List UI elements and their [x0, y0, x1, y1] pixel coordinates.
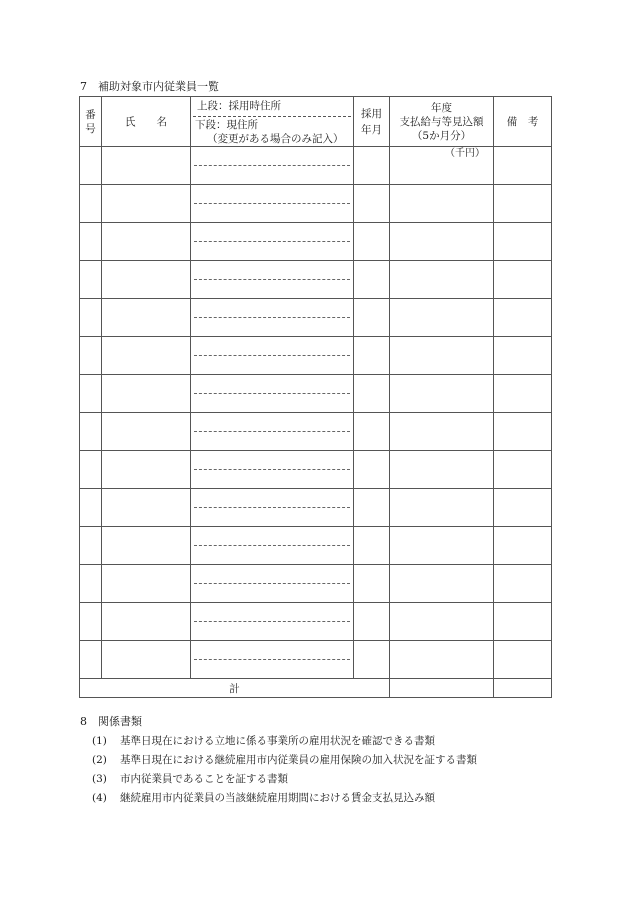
roster-body [80, 147, 552, 698]
address-divider [194, 545, 350, 546]
number-cell[interactable] [80, 337, 102, 375]
pay-cell[interactable] [390, 451, 494, 489]
section-7-title: 7 補助対象市内従業員一覧 [80, 80, 219, 93]
pay-cell[interactable] [390, 261, 494, 299]
name-cell[interactable] [102, 375, 191, 413]
hire-month-cell[interactable] [354, 299, 390, 337]
address-cell[interactable] [191, 451, 354, 489]
header-hire-month-label: 採用年月 [361, 107, 382, 136]
address-divider [194, 203, 350, 204]
address-cell[interactable] [191, 223, 354, 261]
address-divider [194, 165, 350, 166]
hire-month-cell[interactable] [354, 337, 390, 375]
header-address [191, 97, 354, 147]
total-row [80, 679, 552, 698]
header-hire-month [354, 97, 390, 147]
name-cell[interactable] [102, 223, 191, 261]
table-row [80, 223, 552, 261]
document-item [92, 792, 477, 811]
remarks-cell[interactable] [494, 451, 552, 489]
pay-cell[interactable] [390, 223, 494, 261]
pay-cell[interactable] [390, 375, 494, 413]
address-divider [194, 659, 350, 660]
table-row [80, 337, 552, 375]
remarks-cell[interactable] [494, 223, 552, 261]
number-cell[interactable] [80, 565, 102, 603]
address-divider [194, 241, 350, 242]
table-row [80, 185, 552, 223]
header-address-upper: 上段：採用時住所 [193, 97, 351, 117]
remarks-cell[interactable] [494, 147, 552, 185]
address-cell[interactable] [191, 337, 354, 375]
number-cell[interactable] [80, 413, 102, 451]
remarks-cell[interactable] [494, 527, 552, 565]
address-divider [194, 393, 350, 394]
document-item [92, 735, 477, 754]
address-cell[interactable] [191, 489, 354, 527]
address-divider [194, 583, 350, 584]
address-cell[interactable] [191, 413, 354, 451]
name-cell[interactable] [102, 603, 191, 641]
remarks-cell[interactable] [494, 261, 552, 299]
remarks-cell[interactable] [494, 185, 552, 223]
name-cell[interactable] [102, 337, 191, 375]
address-cell[interactable] [191, 641, 354, 679]
hire-month-cell[interactable] [354, 413, 390, 451]
table-row [80, 565, 552, 603]
table-row [80, 641, 552, 679]
header-pay-label: 支払給与等見込額 [399, 115, 484, 128]
address-divider [194, 507, 350, 508]
name-cell[interactable] [102, 565, 191, 603]
number-cell[interactable] [80, 147, 102, 185]
hire-month-cell[interactable] [354, 375, 390, 413]
name-cell[interactable] [102, 641, 191, 679]
pay-cell[interactable] [390, 489, 494, 527]
number-cell[interactable] [80, 603, 102, 641]
pay-cell[interactable] [390, 147, 494, 185]
address-cell[interactable] [191, 261, 354, 299]
remarks-cell[interactable] [494, 337, 552, 375]
total-label: 計 [80, 679, 390, 698]
address-cell[interactable] [191, 565, 354, 603]
pay-cell[interactable] [390, 185, 494, 223]
document-item-text: 基準日現在における立地に係る事業所の雇用状況を確認できる書類 [120, 735, 435, 747]
document-item-number: (1) [92, 735, 107, 747]
document-item-number: (4) [92, 792, 107, 804]
remarks-cell[interactable] [494, 603, 552, 641]
remarks-cell[interactable] [494, 299, 552, 337]
document-item-number: (3) [92, 773, 107, 785]
address-cell[interactable] [191, 375, 354, 413]
hire-month-cell[interactable] [354, 603, 390, 641]
address-divider [194, 469, 350, 470]
number-cell[interactable] [80, 489, 102, 527]
pay-cell[interactable] [390, 299, 494, 337]
number-cell[interactable] [80, 375, 102, 413]
table-row [80, 527, 552, 565]
document-item-text: 継続雇用市内従業員の当該継続雇用期間における賃金支払見込み額 [120, 792, 435, 804]
hire-month-cell[interactable] [354, 527, 390, 565]
document-item-text: 市内従業員であることを証する書類 [120, 773, 288, 785]
pay-cell[interactable] [390, 413, 494, 451]
header-address-lower-block [191, 117, 353, 146]
document-item [92, 773, 477, 792]
name-cell[interactable] [102, 451, 191, 489]
table-row [80, 413, 552, 451]
number-cell[interactable] [80, 641, 102, 679]
number-cell[interactable] [80, 299, 102, 337]
pay-cell[interactable] [390, 337, 494, 375]
total-pay-cell[interactable] [390, 679, 494, 698]
hire-month-cell[interactable] [354, 147, 390, 185]
document-item [92, 754, 477, 773]
table-row [80, 147, 552, 185]
name-cell[interactable] [102, 527, 191, 565]
name-cell[interactable] [102, 147, 191, 185]
document-item-number: (2) [92, 754, 107, 766]
name-cell[interactable] [102, 413, 191, 451]
header-pay-months: （5か月分） [411, 129, 472, 142]
name-cell[interactable] [102, 299, 191, 337]
hire-month-cell[interactable] [354, 451, 390, 489]
header-pay-year: 年度 [431, 101, 452, 114]
header-remarks: 備 考 [494, 97, 552, 147]
address-cell[interactable] [191, 185, 354, 223]
pay-cell[interactable] [390, 565, 494, 603]
address-divider [194, 279, 350, 280]
address-cell[interactable] [191, 603, 354, 641]
table-row [80, 299, 552, 337]
address-cell[interactable] [191, 299, 354, 337]
remarks-cell[interactable] [494, 413, 552, 451]
header-address-note: （変更がある場合のみ記入） [207, 133, 344, 145]
address-divider [194, 431, 350, 432]
remarks-cell[interactable] [494, 641, 552, 679]
table-row [80, 375, 552, 413]
hire-month-cell[interactable] [354, 489, 390, 527]
pay-cell[interactable] [390, 641, 494, 679]
name-cell[interactable] [102, 185, 191, 223]
name-cell[interactable] [102, 261, 191, 299]
pay-cell[interactable] [390, 527, 494, 565]
total-remarks-cell[interactable] [494, 679, 552, 698]
employee-roster-table [79, 96, 552, 698]
header-name: 氏 名 [102, 97, 191, 147]
table-row [80, 451, 552, 489]
number-cell[interactable] [80, 223, 102, 261]
table-row [80, 603, 552, 641]
number-cell[interactable] [80, 261, 102, 299]
hire-month-cell[interactable] [354, 641, 390, 679]
remarks-cell[interactable] [494, 565, 552, 603]
table-header-row [80, 97, 552, 147]
address-divider [194, 355, 350, 356]
remarks-cell[interactable] [494, 375, 552, 413]
table-row [80, 489, 552, 527]
pay-cell[interactable] [390, 603, 494, 641]
hire-month-cell[interactable] [354, 261, 390, 299]
header-estimated-pay [390, 97, 494, 147]
section-8-title: 8 関係書類 [80, 715, 142, 728]
hire-month-cell[interactable] [354, 223, 390, 261]
related-documents-list [92, 735, 477, 811]
hire-month-cell[interactable] [354, 565, 390, 603]
header-number [80, 97, 102, 147]
document-item-text: 基準日現在における継続雇用市内従業員の雇用保険の加入状況を証する書類 [120, 754, 477, 766]
name-cell[interactable] [102, 489, 191, 527]
address-divider [194, 621, 350, 622]
number-cell[interactable] [80, 451, 102, 489]
number-cell[interactable] [80, 185, 102, 223]
remarks-cell[interactable] [494, 489, 552, 527]
hire-month-cell[interactable] [354, 185, 390, 223]
address-cell[interactable] [191, 527, 354, 565]
address-cell[interactable] [191, 147, 354, 185]
header-number-label: 番号 [85, 108, 96, 135]
header-address-lower: 下段：現住所 [195, 119, 258, 131]
pay-unit-label: （千円） [445, 148, 485, 159]
table-row [80, 261, 552, 299]
address-divider [194, 317, 350, 318]
number-cell[interactable] [80, 527, 102, 565]
